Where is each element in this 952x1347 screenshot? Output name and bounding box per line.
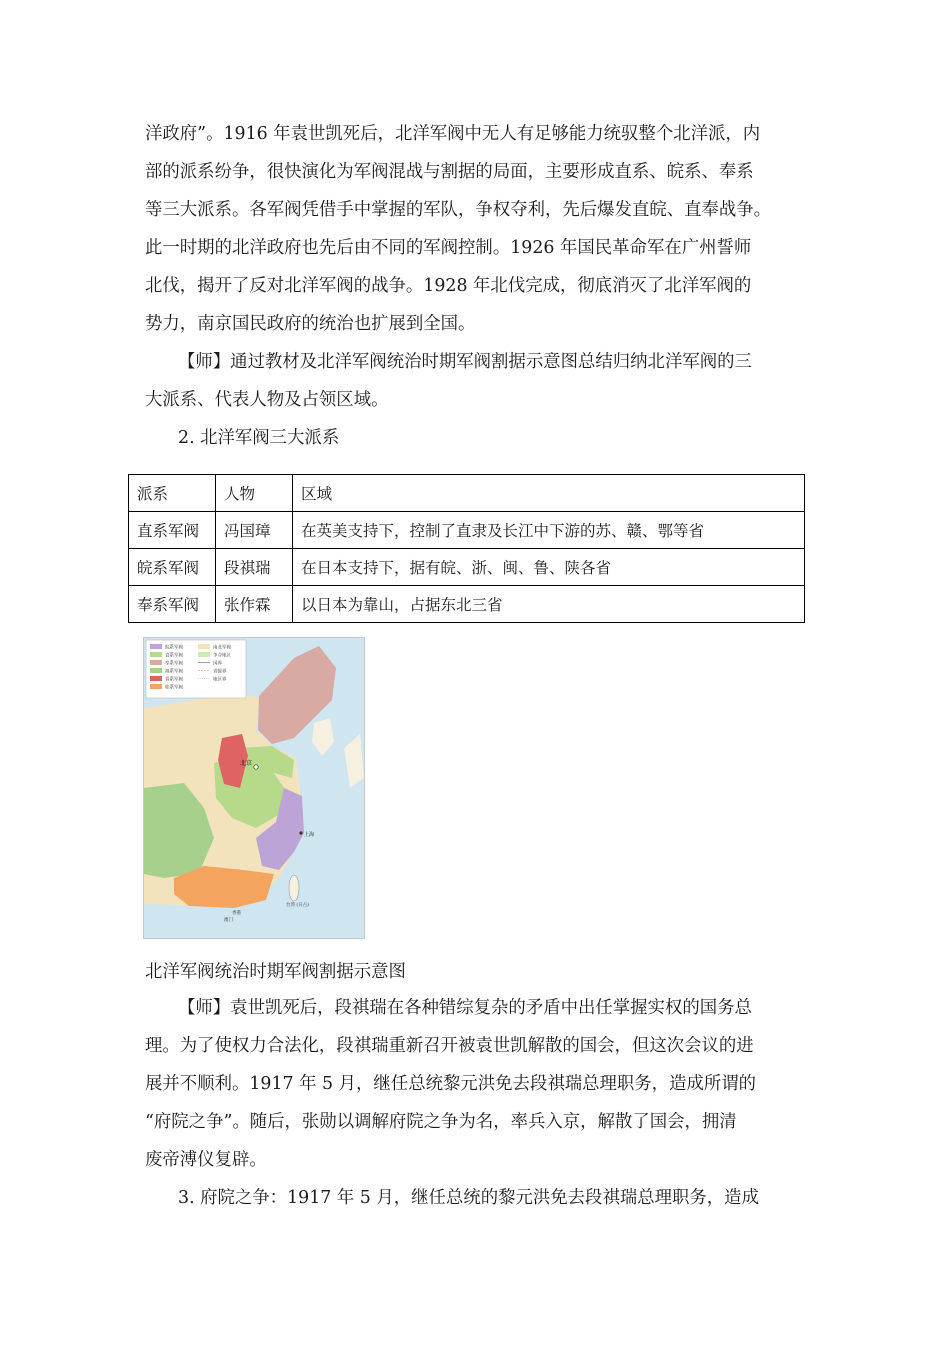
table-row bbox=[129, 512, 805, 549]
teacher-paragraph-line-4: “府院之争”。随后，张勋以调解府院之争为名，率兵入京，解散了国会，拥清 bbox=[145, 1112, 737, 1132]
map-label-beijing: 北京 bbox=[240, 760, 253, 767]
table-cell-person: 张作霖 bbox=[216, 586, 293, 623]
legend-text-contested: 争夺地区 bbox=[213, 653, 231, 659]
table-cell-faction: 奉系军阀 bbox=[129, 586, 216, 623]
map-label-macao: 澳门 bbox=[224, 918, 233, 923]
table-header-row bbox=[129, 475, 805, 512]
intro-line-6: 势力，南京国民政府的统治也扩展到全国。 bbox=[145, 314, 476, 334]
legend-text-yunnan: 滇系军阀 bbox=[165, 669, 183, 675]
warlord-territory-map bbox=[143, 637, 365, 939]
map-label-shanghai: 上海 bbox=[304, 832, 315, 838]
legend-swatch-zhili bbox=[150, 652, 162, 657]
intro-line-2: 部的派系纷争，很快演化为军阀混战与割据的局面，主要形成直系、皖系、奉系 bbox=[145, 162, 754, 182]
map-svg bbox=[144, 638, 364, 938]
teacher-paragraph-line-5: 废帝溥仪复辟。 bbox=[145, 1150, 267, 1170]
map-label-hongkong: 香港 bbox=[232, 911, 241, 916]
legend-text-province: 省级界 bbox=[213, 669, 227, 675]
table-row bbox=[129, 586, 805, 623]
beijing-marker-icon bbox=[254, 765, 258, 769]
legend-text-border: 国界 bbox=[213, 661, 222, 667]
point-3-line: 3. 府院之争：1917 年 5 月，继任总统的黎元洪免去段祺瑞总理职务，造成 bbox=[178, 1188, 759, 1208]
legend-text-fengtian: 奉系军阀 bbox=[165, 661, 183, 667]
legend-text-district: 地区界 bbox=[213, 677, 227, 683]
table-cell-person: 冯国璋 bbox=[216, 512, 293, 549]
intro-line-3: 等三大派系。各军阀凭借手中掌握的军队，争权夺利，先后爆发直皖、直奉战争。 bbox=[145, 200, 772, 220]
table-header-cell: 派系 bbox=[129, 475, 216, 512]
teacher-paragraph-line-3: 展并不顺利。1917 年 5 月，继任总统黎元洪免去段祺瑞总理职务，造成所谓的 bbox=[145, 1074, 757, 1094]
table-row bbox=[129, 549, 805, 586]
intro-line-1: 洋政府”。1916 年袁世凯死后，北洋军阀中无人有足够能力统驭整个北洋派，内 bbox=[145, 124, 761, 144]
legend-text-anhui: 皖系军阀 bbox=[165, 645, 183, 651]
legend-swatch-north-south bbox=[198, 644, 210, 649]
legend-swatch-fengtian bbox=[150, 660, 162, 665]
legend-swatch-yunnan bbox=[150, 668, 162, 673]
table-header-cell: 区域 bbox=[293, 475, 805, 512]
legend-swatch-contested bbox=[198, 652, 210, 657]
teacher-paragraph-line-1: 【师】袁世凯死后，段祺瑞在各种错综复杂的矛盾中出任掌握实权的国务总 bbox=[178, 998, 752, 1018]
table-header-cell: 人物 bbox=[216, 475, 293, 512]
intro-line-4: 此一时期的北洋政府也先后由不同的军阀控制。1926 年国民革命军在广州誓师 bbox=[145, 238, 752, 258]
legend-text-guangxi: 桂系军阀 bbox=[165, 685, 183, 691]
legend-swatch-shanxi bbox=[150, 676, 162, 681]
map-region-guangxi bbox=[174, 866, 274, 908]
table-cell-faction: 直系军阀 bbox=[129, 512, 216, 549]
legend-text-zhili: 直系军阀 bbox=[165, 653, 183, 659]
intro-line-5: 北伐，揭开了反对北洋军阀的战争。1928 年北伐完成，彻底消灭了北洋军阀的 bbox=[145, 276, 752, 296]
table-cell-region: 以日本为靠山，占据东北三省 bbox=[293, 586, 805, 623]
legend-text-shanxi: 晋系军阀 bbox=[165, 677, 183, 683]
table-cell-region: 在英美支持下，控制了直隶及长江中下游的苏、赣、鄂等省 bbox=[293, 512, 805, 549]
table-cell-region: 在日本支持下，据有皖、浙、闽、鲁、陕各省 bbox=[293, 549, 805, 586]
table-cell-person: 段祺瑞 bbox=[216, 549, 293, 586]
teacher-prompt-line-2: 大派系、代表人物及占领区域。 bbox=[145, 390, 389, 410]
teacher-paragraph-line-2: 理。为了使权力合法化，段祺瑞重新召开被袁世凯解散的国会，但这次会议的进 bbox=[145, 1036, 754, 1056]
table-cell-faction: 皖系军阀 bbox=[129, 549, 216, 586]
map-taiwan bbox=[289, 875, 299, 901]
warlord-factions-table bbox=[128, 474, 805, 623]
teacher-prompt-line-1: 【师】通过教材及北洋军阀统治时期军阀割据示意图总结归纳北洋军阀的三 bbox=[178, 352, 752, 372]
map-caption: 北洋军阀统治时期军阀割据示意图 bbox=[145, 962, 406, 982]
map-label-taiwan: 台湾 (日占) bbox=[286, 903, 309, 908]
legend-swatch-anhui bbox=[150, 644, 162, 649]
section-heading: 2. 北洋军阀三大派系 bbox=[178, 428, 340, 448]
legend-swatch-guangxi bbox=[150, 684, 162, 689]
legend-text-north-south: 南北军阀 bbox=[213, 645, 231, 651]
shanghai-marker-icon bbox=[299, 831, 302, 834]
